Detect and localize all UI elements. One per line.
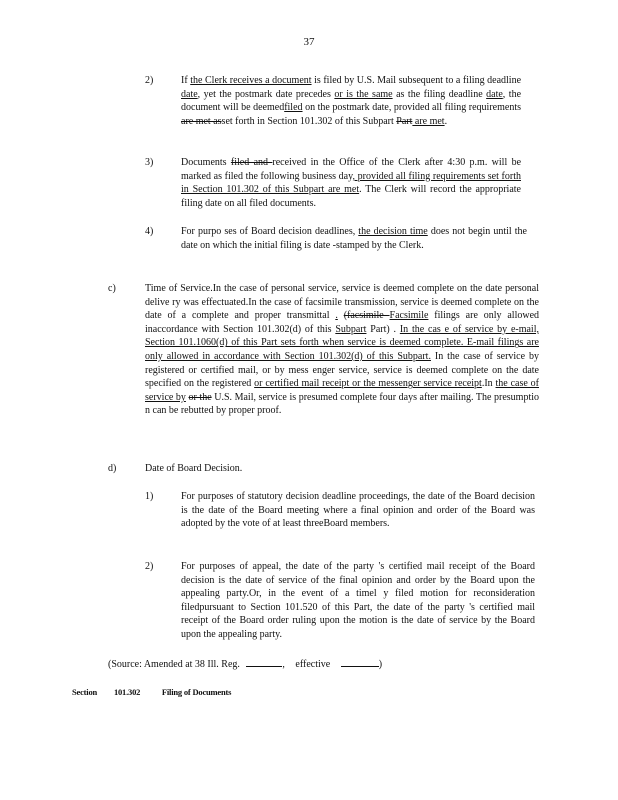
underlined-text: or is the same — [334, 88, 393, 100]
underlined-text: Subpart — [335, 323, 367, 335]
text-run: as the filing deadline — [392, 88, 487, 100]
struck-text: (facsimile — [343, 310, 390, 322]
item-marker: 2) — [145, 75, 154, 86]
text-run: received in the Office of the Clerk after 4:30 p.m. will be marked as filed the following business day — [181, 157, 522, 182]
text-run: , yet the postmark date precedes — [197, 88, 335, 100]
underlined-text: the decision time — [358, 226, 428, 237]
source-effective: effective — [295, 659, 331, 670]
text-run: For purposes of appeal, the date of the party 's certified mail receipt of the Board decision is the date of service of the final opinion and order by the Board upon the appealing party.Or, in the event of a timel y filed motion for reconsideration filedpursuant to Section 101.520 of this Part, the date of the party 's certified mail receipt of the Board order ruling upon the motion is the date of service by the Board upon the appealing party. — [181, 561, 535, 640]
text-run: Time of Service.In the case of personal service, service is deemed complete on the date personal delive ry was effectuated.In the case of facsimile transmission, service is deemed complete on the date of a complete and proper transmittal — [145, 283, 539, 322]
item-text — [181, 490, 535, 531]
item-text — [181, 225, 527, 252]
underlined-text: date — [181, 88, 198, 100]
section-number: 101.302 — [113, 687, 141, 697]
text-run: For purposes of statutory decision deadline proceedings, the date of the Board decision is the date of the Board meeting where a final opinion and order of the Board was adopted by the vote of at least threeBoard members. — [181, 491, 535, 530]
section-title: Filing of Documents — [161, 687, 232, 697]
underlined-text: are met — [412, 115, 445, 127]
blank-line — [246, 657, 282, 667]
text-run: , the document will be deemed — [181, 88, 522, 114]
text-run: does not begin until the date on which the initial filing is date -stamped by the Clerk. — [181, 226, 527, 251]
underlined-text: the Clerk receives a document — [190, 75, 312, 86]
source-note — [108, 657, 382, 672]
underlined-text: In the cas e of service by e-mail, Section 101.1060(d) of this Part sets forth when service is deemed complete. E-mail filings are only allowed in accordance with Section 101.302(d) of this Subpart. — [145, 323, 539, 362]
text-run: on the postmark date, provided all filing requirements — [302, 102, 521, 114]
underlined-text: date — [486, 88, 503, 100]
text-run: Part) . — [366, 323, 400, 335]
text-run: In the case of service by registered or certified mail, or by mess enger service, service is deemed complete on the date specified on the registered — [145, 350, 539, 390]
text-run: . — [444, 115, 448, 127]
item-marker: d) — [108, 463, 117, 474]
item-marker: 2) — [145, 561, 154, 572]
text-run: . The Clerk will record the appropriate filing date on all filed documents. — [181, 184, 521, 209]
item-text — [145, 462, 539, 476]
text-run: is filed by U.S. Mail subsequent to a filing deadline — [311, 75, 522, 86]
underlined-text: the case of service by — [145, 378, 539, 403]
item-text — [181, 156, 521, 210]
text-run: set forth in Section 101.302 of this Subpart — [221, 115, 397, 127]
underlined-text: , provided all filing requirements set forth in Section 101.302 of this Subpart are met — [181, 170, 521, 196]
underlined-text: . — [335, 310, 338, 322]
struck-text: filed and — [230, 157, 273, 168]
section-heading — [72, 686, 231, 700]
text-run: If — [181, 75, 191, 86]
source-suffix: ) — [378, 659, 383, 670]
blank-line — [341, 657, 379, 667]
text-run: Documents — [181, 157, 231, 168]
underlined-text: Facsimile — [389, 310, 429, 322]
struck-text: Part — [396, 115, 413, 127]
item-text — [181, 74, 521, 128]
underlined-text: or certified mail receipt or the messenger service receipt — [254, 378, 482, 390]
text-run: For purpo ses of Board decision deadlines, — [181, 226, 359, 237]
text-run: Date of Board Decision. — [145, 463, 243, 474]
text-run: filings are only allowed inaccordance with Section 101.302(d) of this — [145, 310, 540, 335]
item-marker: 1) — [145, 491, 154, 502]
item-marker: 4) — [145, 226, 154, 237]
item-marker: 3) — [145, 157, 154, 168]
section-label: Section — [72, 687, 98, 697]
page-number: 37 — [303, 36, 315, 48]
item-text — [145, 282, 539, 418]
struck-text: are met as — [181, 115, 222, 127]
struck-text: or the — [188, 391, 212, 403]
source-prefix: (Source: Amended at 38 Ill. Reg. — [108, 659, 240, 670]
text-run: U.S. Mail, service is presumed complete four days after mailing. The presumptio n can be rebutted by proper proof. — [145, 391, 540, 417]
item-text — [181, 560, 535, 642]
source-separator: , — [282, 659, 285, 670]
item-marker: c) — [108, 283, 116, 294]
text-run: .In — [481, 378, 496, 390]
underlined-text: filed — [284, 102, 303, 114]
